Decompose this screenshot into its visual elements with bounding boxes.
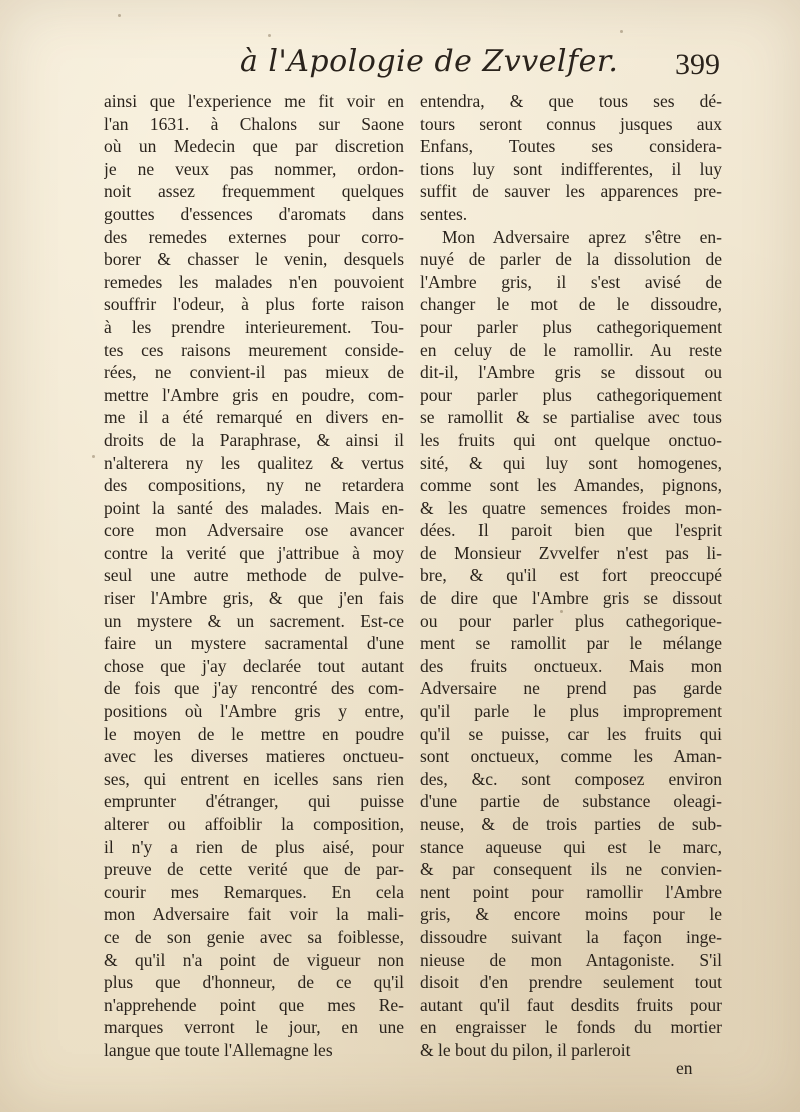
text-line: gris, & encore moins pour le [420, 904, 722, 925]
text-line: l'an 1631. à Chalons sur Saone [104, 113, 404, 134]
text-line: neuse, & de trois parties de sub- [420, 814, 722, 834]
text-line: il n'y a rien de plus aisé, pour [104, 836, 404, 857]
text-line: seul une autre methode de pulve- [104, 565, 404, 586]
paper-speck [560, 610, 563, 613]
text-line: stance aqueuse qui est le marc, [420, 836, 722, 857]
paper-speck [388, 988, 391, 991]
text-line: suffit de sauver les apparences pre- [420, 181, 722, 202]
text-line: & les quatre semences froides mon- [420, 497, 722, 518]
text-line: preuve de cette verité que de par- [104, 859, 404, 880]
text-line: autant qu'il faut desdits fruits pour [420, 994, 722, 1015]
text-line: de Monsieur Zvvelfer n'est pas li- [420, 542, 722, 563]
text-line: sont onctueux, comme les Aman- [420, 746, 722, 767]
text-line: mettre l'Ambre gris en poudre, com- [104, 384, 404, 405]
running-head: à l'Apologie de Zvvelfer. [240, 44, 619, 79]
text-line: sentes. [420, 203, 468, 224]
paper-speck [268, 34, 271, 37]
text-line: n'apprehende point que mes Re- [104, 994, 404, 1015]
text-line: & qu'il n'a point de vigueur non [104, 949, 404, 970]
text-line: contre la verité que j'attribue à moy [104, 542, 404, 563]
text-line: en celuy de le ramollir. Au reste [420, 339, 722, 360]
text-line: les fruits qui ont quelque onctuo- [420, 429, 722, 450]
text-line: se ramollit & se partialise avec tous [420, 407, 722, 428]
text-line: avec les diverses matieres onctueu- [104, 746, 404, 767]
text-line: positions où l'Ambre gris y entre, [104, 701, 404, 722]
paper-speck [92, 455, 95, 458]
text-line: marques verront le jour, en une [104, 1017, 404, 1038]
text-line: nuyé de parler de la dissolution de [420, 249, 722, 270]
text-line: pour parler plus cathegoriquement [420, 384, 722, 405]
text-line: dit-il, l'Ambre gris se dissout ou [420, 362, 722, 383]
text-line: ment se ramollit par le mélange [420, 633, 722, 654]
text-line: souffrir l'odeur, à plus forte raison [104, 294, 404, 315]
text-line: tes ces raisons meurement conside- [104, 339, 404, 360]
text-line: borer & chasser le venin, desquels [104, 249, 404, 270]
text-line: remedes les malades n'en pouvoient [104, 271, 404, 292]
text-line: où un Medecin que par discretion [104, 136, 404, 157]
text-line: Enfans, Toutes ses considera- [420, 136, 722, 157]
text-line: riser l'Ambre gris, & que j'en fais [104, 588, 404, 609]
text-line: Adversaire ne prend pas garde [420, 678, 722, 699]
text-line: ce de son genie avec sa foiblesse, [104, 926, 404, 947]
text-line: droits de la Paraphrase, & ainsi il [104, 429, 404, 450]
text-line: noit assez frequemment quelques [104, 181, 404, 202]
text-line: comme sont les Amandes, pignons, [420, 475, 722, 496]
text-line: le moyen de le mettre en poudre [104, 723, 404, 744]
text-line: me il a été remarqué en divers en- [104, 407, 404, 428]
text-line: de fois que j'ay rencontré des com- [104, 678, 404, 699]
text-line: faire un mystere sacramental d'une [104, 633, 404, 654]
text-line: bre, & qu'il est fort preoccupé [420, 565, 722, 586]
text-line: langue que toute l'Allemagne les [104, 1039, 333, 1060]
text-line: pour parler plus cathegoriquement [420, 316, 722, 337]
text-line: plus que d'honneur, de ce qu'il [104, 972, 404, 993]
text-line: en engraisser le fonds du mortier [420, 1017, 722, 1038]
text-line: & le bout du pilon, il parleroit [420, 1039, 631, 1060]
text-line: alterer ou affoiblir la composition, [104, 814, 404, 834]
text-line: n'alterera ny les qualitez & vertus [104, 452, 404, 473]
text-line: je ne veux pas nommer, ordon- [104, 158, 404, 179]
text-line: emprunter d'étranger, qui puisse [104, 791, 404, 812]
text-line: & par consequent ils ne convien- [420, 859, 722, 880]
text-line: courir mes Remarques. En cela [104, 881, 404, 902]
text-line: un mystere & un sacrement. Est-ce [104, 610, 404, 631]
page-header [100, 44, 730, 94]
text-line: point la santé des malades. Mais en- [104, 497, 404, 518]
text-line: l'Ambre gris, il s'est avisé de [420, 271, 722, 292]
paper-speck [118, 14, 121, 17]
text-line: gouttes d'essences d'aromats dans [104, 203, 404, 224]
text-line: chose que j'ay declarée tout autant [104, 655, 404, 676]
text-line: mon Adversaire fait voir la mali- [104, 904, 404, 925]
text-line: des compositions, ny ne retardera [104, 475, 404, 496]
text-line: ou pour parler plus cathegorique- [420, 610, 722, 631]
text-line: ses, qui entrent en icelles sans rien [104, 768, 404, 789]
text-line: nieuse de mon Antagoniste. S'il [420, 949, 722, 970]
text-line: dissoudre suivant la façon inge- [420, 926, 722, 947]
text-line: Mon Adversaire aprez s'être en- [442, 226, 722, 247]
text-line: des fruits onctueux. Mais mon [420, 655, 722, 676]
text-line: qu'il parle le plus improprement [420, 701, 722, 722]
text-line: changer le mot de le dissoudre, [420, 294, 722, 315]
text-line: de dire que l'Ambre gris se dissout [420, 588, 722, 609]
text-line: des remedes externes pour corro- [104, 226, 404, 247]
text-line: à les prendre interieurement. Tou- [104, 316, 404, 337]
right-text-column [420, 90, 722, 1062]
text-line: tours seront connus jusques aux [420, 113, 722, 134]
text-line: sité, & qui luy sont homogenes, [420, 452, 722, 473]
page-number: 399 [675, 48, 720, 81]
text-line: d'une partie de substance oleagi- [420, 791, 722, 812]
text-line: disoit d'en prendre seulement tout [420, 972, 722, 993]
text-line: qu'il se puisse, car les fruits qui [420, 723, 722, 744]
text-line: tions luy sont indifferentes, il luy [420, 158, 722, 179]
text-line: entendra, & que tous ses dé- [420, 91, 722, 111]
text-line: core mon Adversaire ose avancer [104, 520, 404, 541]
left-text-column [104, 90, 404, 1062]
paper-speck [620, 30, 623, 33]
text-line: nent point pour ramollir l'Ambre [420, 881, 722, 902]
text-line: dées. Il paroit bien que l'esprit [420, 520, 722, 541]
text-line: rées, ne convient-il pas mieux de [104, 362, 404, 383]
catchword: en [676, 1058, 693, 1078]
text-line: ainsi que l'experience me fit voir en [104, 91, 404, 111]
text-line: des, &c. sont composez environ [420, 768, 722, 789]
